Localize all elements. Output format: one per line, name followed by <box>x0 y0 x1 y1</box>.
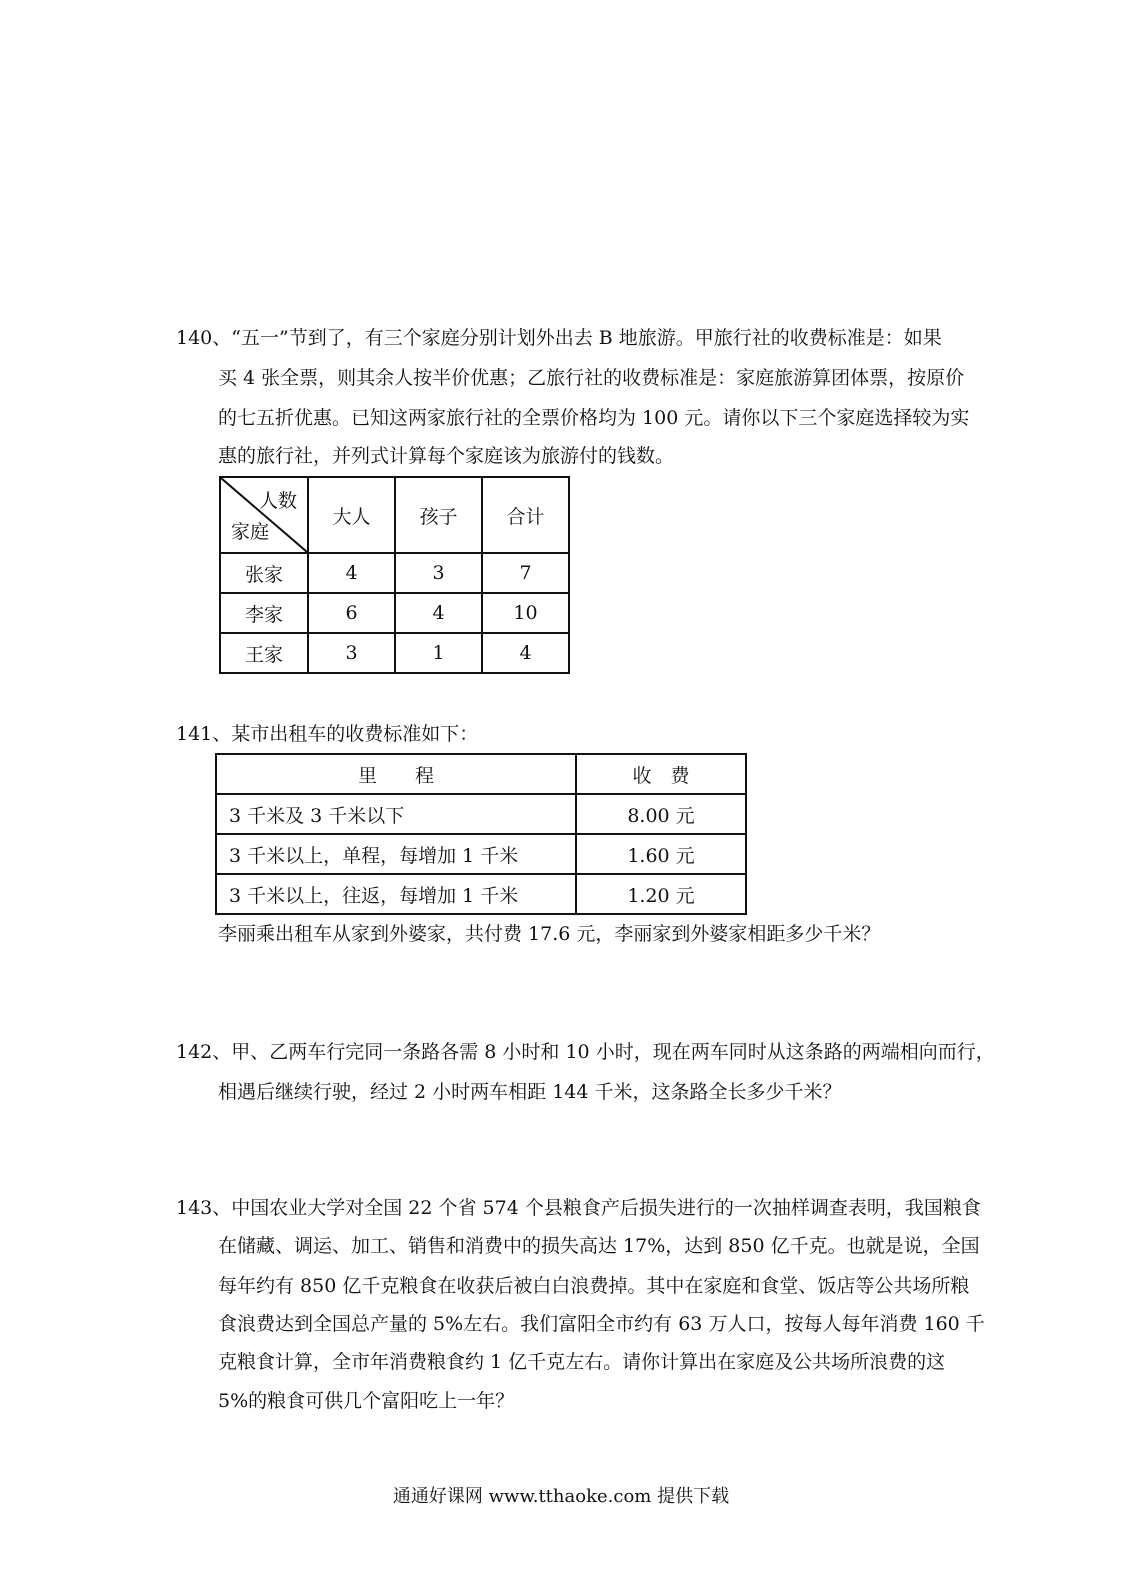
adults-count: 3 <box>308 633 395 673</box>
problem-143-line-2: 在储藏、调运、加工、销售和消费中的损失高达 17%，达到 850 亿千克。也就是说，全国 <box>218 1235 980 1257</box>
children-count: 4 <box>395 593 482 633</box>
problem-143-line-4: 食浪费达到全国总产量的 5%左右。我们富阳全市约有 63 万人口，按每人每年消费 160 千 <box>218 1313 985 1335</box>
table-row <box>220 633 569 673</box>
problem-143-line-5: 克粮食计算，全市年消费粮食约 1 亿千克左右。请你计算出在家庭及公共场所浪费的这 <box>218 1351 946 1373</box>
family-table-header-row <box>220 477 569 553</box>
header-adults: 大人 <box>308 477 395 553</box>
page-footer: 通通好课网 www.tthaoke.com 提供下载 <box>392 1486 730 1507</box>
children-count: 3 <box>395 553 482 593</box>
header-total: 合计 <box>482 477 569 553</box>
family-name: 李家 <box>220 593 308 633</box>
problem-141-question: 李丽乘出租车从家到外婆家，共付费 17.6 元，李丽家到外婆家相距多少千米？ <box>218 923 881 945</box>
diagonal-header-cell <box>220 477 308 553</box>
adults-count: 6 <box>308 593 395 633</box>
table-row <box>216 874 746 914</box>
table-row <box>216 834 746 874</box>
corner-label-people: 人数 <box>258 490 297 512</box>
problem-143-line-6: 5%的粮食可供几个富阳吃上一年？ <box>218 1390 515 1412</box>
problem-142-line-1: 142、甲、乙两车行完同一条路各需 8 小时和 10 小时，现在两车同时从这条路的两端相向而行， <box>176 1041 995 1063</box>
family-table <box>219 476 570 674</box>
total-count: 10 <box>482 593 569 633</box>
header-fee: 收 费 <box>576 754 746 794</box>
problem-143-line-1: 143、中国农业大学对全国 22 个省 574 个县粮食产后损失进行的一次抽样调查表明，我国粮食 <box>176 1197 981 1219</box>
fee-cell: 1.60 元 <box>576 834 746 874</box>
table-row <box>216 794 746 834</box>
problem-143-line-3: 每年约有 850 亿千克粮食在收获后被白白浪费掉。其中在家庭和食堂、饭店等公共场所粮 <box>218 1275 970 1297</box>
problem-141-intro: 141、某市出租车的收费标准如下： <box>176 723 479 745</box>
total-count: 4 <box>482 633 569 673</box>
problem-142-line-2: 相遇后继续行驶，经过 2 小时两车相距 144 千米，这条路全长多少千米？ <box>218 1081 842 1103</box>
distance-cell: 3 千米以上，往返，每增加 1 千米 <box>216 874 576 914</box>
distance-cell: 3 千米及 3 千米以下 <box>216 794 576 834</box>
family-name: 王家 <box>220 633 308 673</box>
distance-cell: 3 千米以上，单程，每增加 1 千米 <box>216 834 576 874</box>
header-distance: 里 程 <box>216 754 576 794</box>
children-count: 1 <box>395 633 482 673</box>
taxi-fare-table <box>215 753 747 915</box>
problem-140-line-3: 的七五折优惠。已知这两家旅行社的全票价格均为 100 元。请你以下三个家庭选择较为实 <box>218 407 970 429</box>
problem-140-line-1: 140、“五一”节到了，有三个家庭分别计划外出去 B 地旅游。甲旅行社的收费标准是：如果 <box>176 327 942 349</box>
fee-cell: 8.00 元 <box>576 794 746 834</box>
table-row <box>220 553 569 593</box>
fee-cell: 1.20 元 <box>576 874 746 914</box>
total-count: 7 <box>482 553 569 593</box>
corner-label-family: 家庭 <box>231 521 270 543</box>
problem-140-line-2: 买 4 张全票，则其余人按半价优惠；乙旅行社的收费标准是：家庭旅游算团体票，按原价 <box>218 367 965 389</box>
header-children: 孩子 <box>395 477 482 553</box>
adults-count: 4 <box>308 553 395 593</box>
problem-140-line-4: 惠的旅行社，并列式计算每个家庭该为旅游付的钱数。 <box>218 445 675 467</box>
table-row <box>220 593 569 633</box>
taxi-fare-header-row <box>216 754 746 794</box>
family-name: 张家 <box>220 553 308 593</box>
